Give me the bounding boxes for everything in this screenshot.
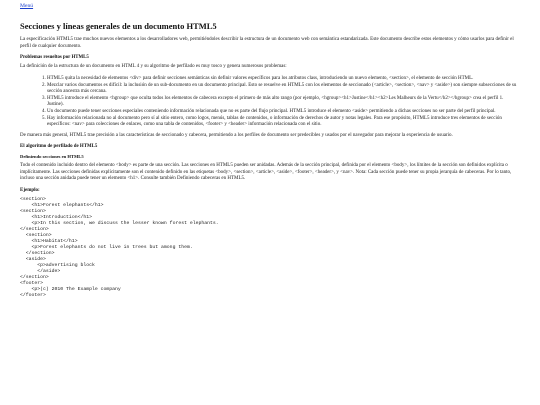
code-line: <section> [20, 196, 46, 202]
code-line: <section> [20, 208, 46, 214]
problems-lead: La definición de la estructura de un documento en HTML 4 y su algoritmo de perfilado es muy tosco y genera numerosos problemas: [20, 64, 287, 70]
code-line: <aside> [20, 256, 46, 262]
code-line: </section> [20, 274, 49, 280]
intro-paragraph: La especificación HTML5 trae muchos nuevos elementos a los desarrolladores web, permitiéndoles describir la estructura de un documento web con semántica estandarizada. Este documento describe estos elementos y cómo usarlos para definir el perfil de cualquier documento. [20, 37, 514, 49]
list-item: 3. HTML5 introduce el elemento <hgroup> que oculta todos los elementos de cabecera excepto el primero de más alto rango (por ejemplo, <hgroup><h1>Justine</h1><h2>Les Malheurs de la Vertu</h2></hgroup> crea el perfil 1. Justine). [47, 96, 520, 109]
code-line: <h1>Forest elephants</h1> [20, 202, 104, 208]
code-line: </aside> [20, 268, 61, 274]
algorithm-heading: El algoritmo de perfilado de HTML5 [20, 144, 98, 150]
list-item: 4. Un documento puede tener secciones especiales conteniendo información relacionada que no es parte del flujo principal. HTML5 introduce el elemento <aside> permitiendo a dichas secciones no ser parte del perfil principal. [47, 109, 520, 115]
menu-link[interactable]: Menú [20, 3, 34, 9]
list-item: 5. Hay información relacionada no al documento pero sí al sitio entero, como logos, menús, tablas de contenidos, o información de derechos de autor y notas legales. Para ese propósito, HTML5 introduce tres elementos de sección específicos: <nav> para colecciones de enlaces, como una tabla de contenidos, <footer> y <header> información relacionada con el sitio. [47, 116, 520, 129]
code-line: <footer> [20, 280, 44, 286]
code-line: </footer> [20, 292, 46, 298]
code-line: <h1>Habitat</h1> [20, 238, 78, 244]
code-line: <h1>Introduction</h1> [20, 214, 92, 220]
code-line: <section> [20, 232, 52, 238]
code-line: <p>Forest elephants do not live in trees but among them. [20, 244, 193, 250]
code-line: </section> [20, 226, 49, 232]
problems-list [20, 76, 520, 129]
problems-summary: De manera más general, HTML5 trae precisión a las características de seccionado y cabecera, permitiendo a los perfiles de documento ser predecibles y usados por el navegador para mejorar la experiencia de usuario. [20, 132, 453, 138]
problems-heading: Problemas resueltos por HTML5 [20, 55, 89, 61]
code-line: <p>In this section, we discuss the lesser known forest elephants. [20, 220, 219, 226]
list-item: 2. Mezclar varios documentos es difícil: la inclusión de un sub-documento en un documento principal. Esto se resuelve en HTML5 con los elementos de seccionado (<article>, <section>, <nav> y <aside>) son siempre subsecciones de su sección ancestra más cercana. [47, 83, 520, 96]
code-line: </section> [20, 250, 55, 256]
algorithm-body: Todo el contenido incluido dentro del elemento <body> es parte de una sección. Las secciones en HTML5 pueden ser anidadas. Además de la sección principal, definida por el elemento <body>, los límites de la sección son definidos explícita o implícitamente. Las secciones definidas explícitamente son el contenido definido en las etiquetas <body>, <section>, <article>, <aside>, <footer>, <header>, y <nav>. Nota: Cada sección puede tener su propia jerarquía de cabeceras. Por lo tanto, incluso una sección anidada puede tener un elemento <h1>. Consulte también Definiendo cabeceras en HTML5. [20, 163, 512, 182]
algorithm-subheading: Definiendo secciones en HTML5 [20, 154, 84, 160]
code-example [20, 197, 520, 299]
code-line: <p>(c) 2010 The Example company [20, 286, 121, 292]
list-item: 1. HTML5 quita la necesidad de elementos <div> para definir secciones semánticas sin definir valores específicos para los atributos class, introduciendo un nuevo elemento, <section>, el elemento de sección HTML. [47, 76, 520, 82]
code-line: <p>advertising block [20, 262, 95, 268]
example-label: Ejemplo: [20, 187, 40, 193]
page-title: Secciones y líneas generales de un documento HTML5 [20, 21, 217, 32]
